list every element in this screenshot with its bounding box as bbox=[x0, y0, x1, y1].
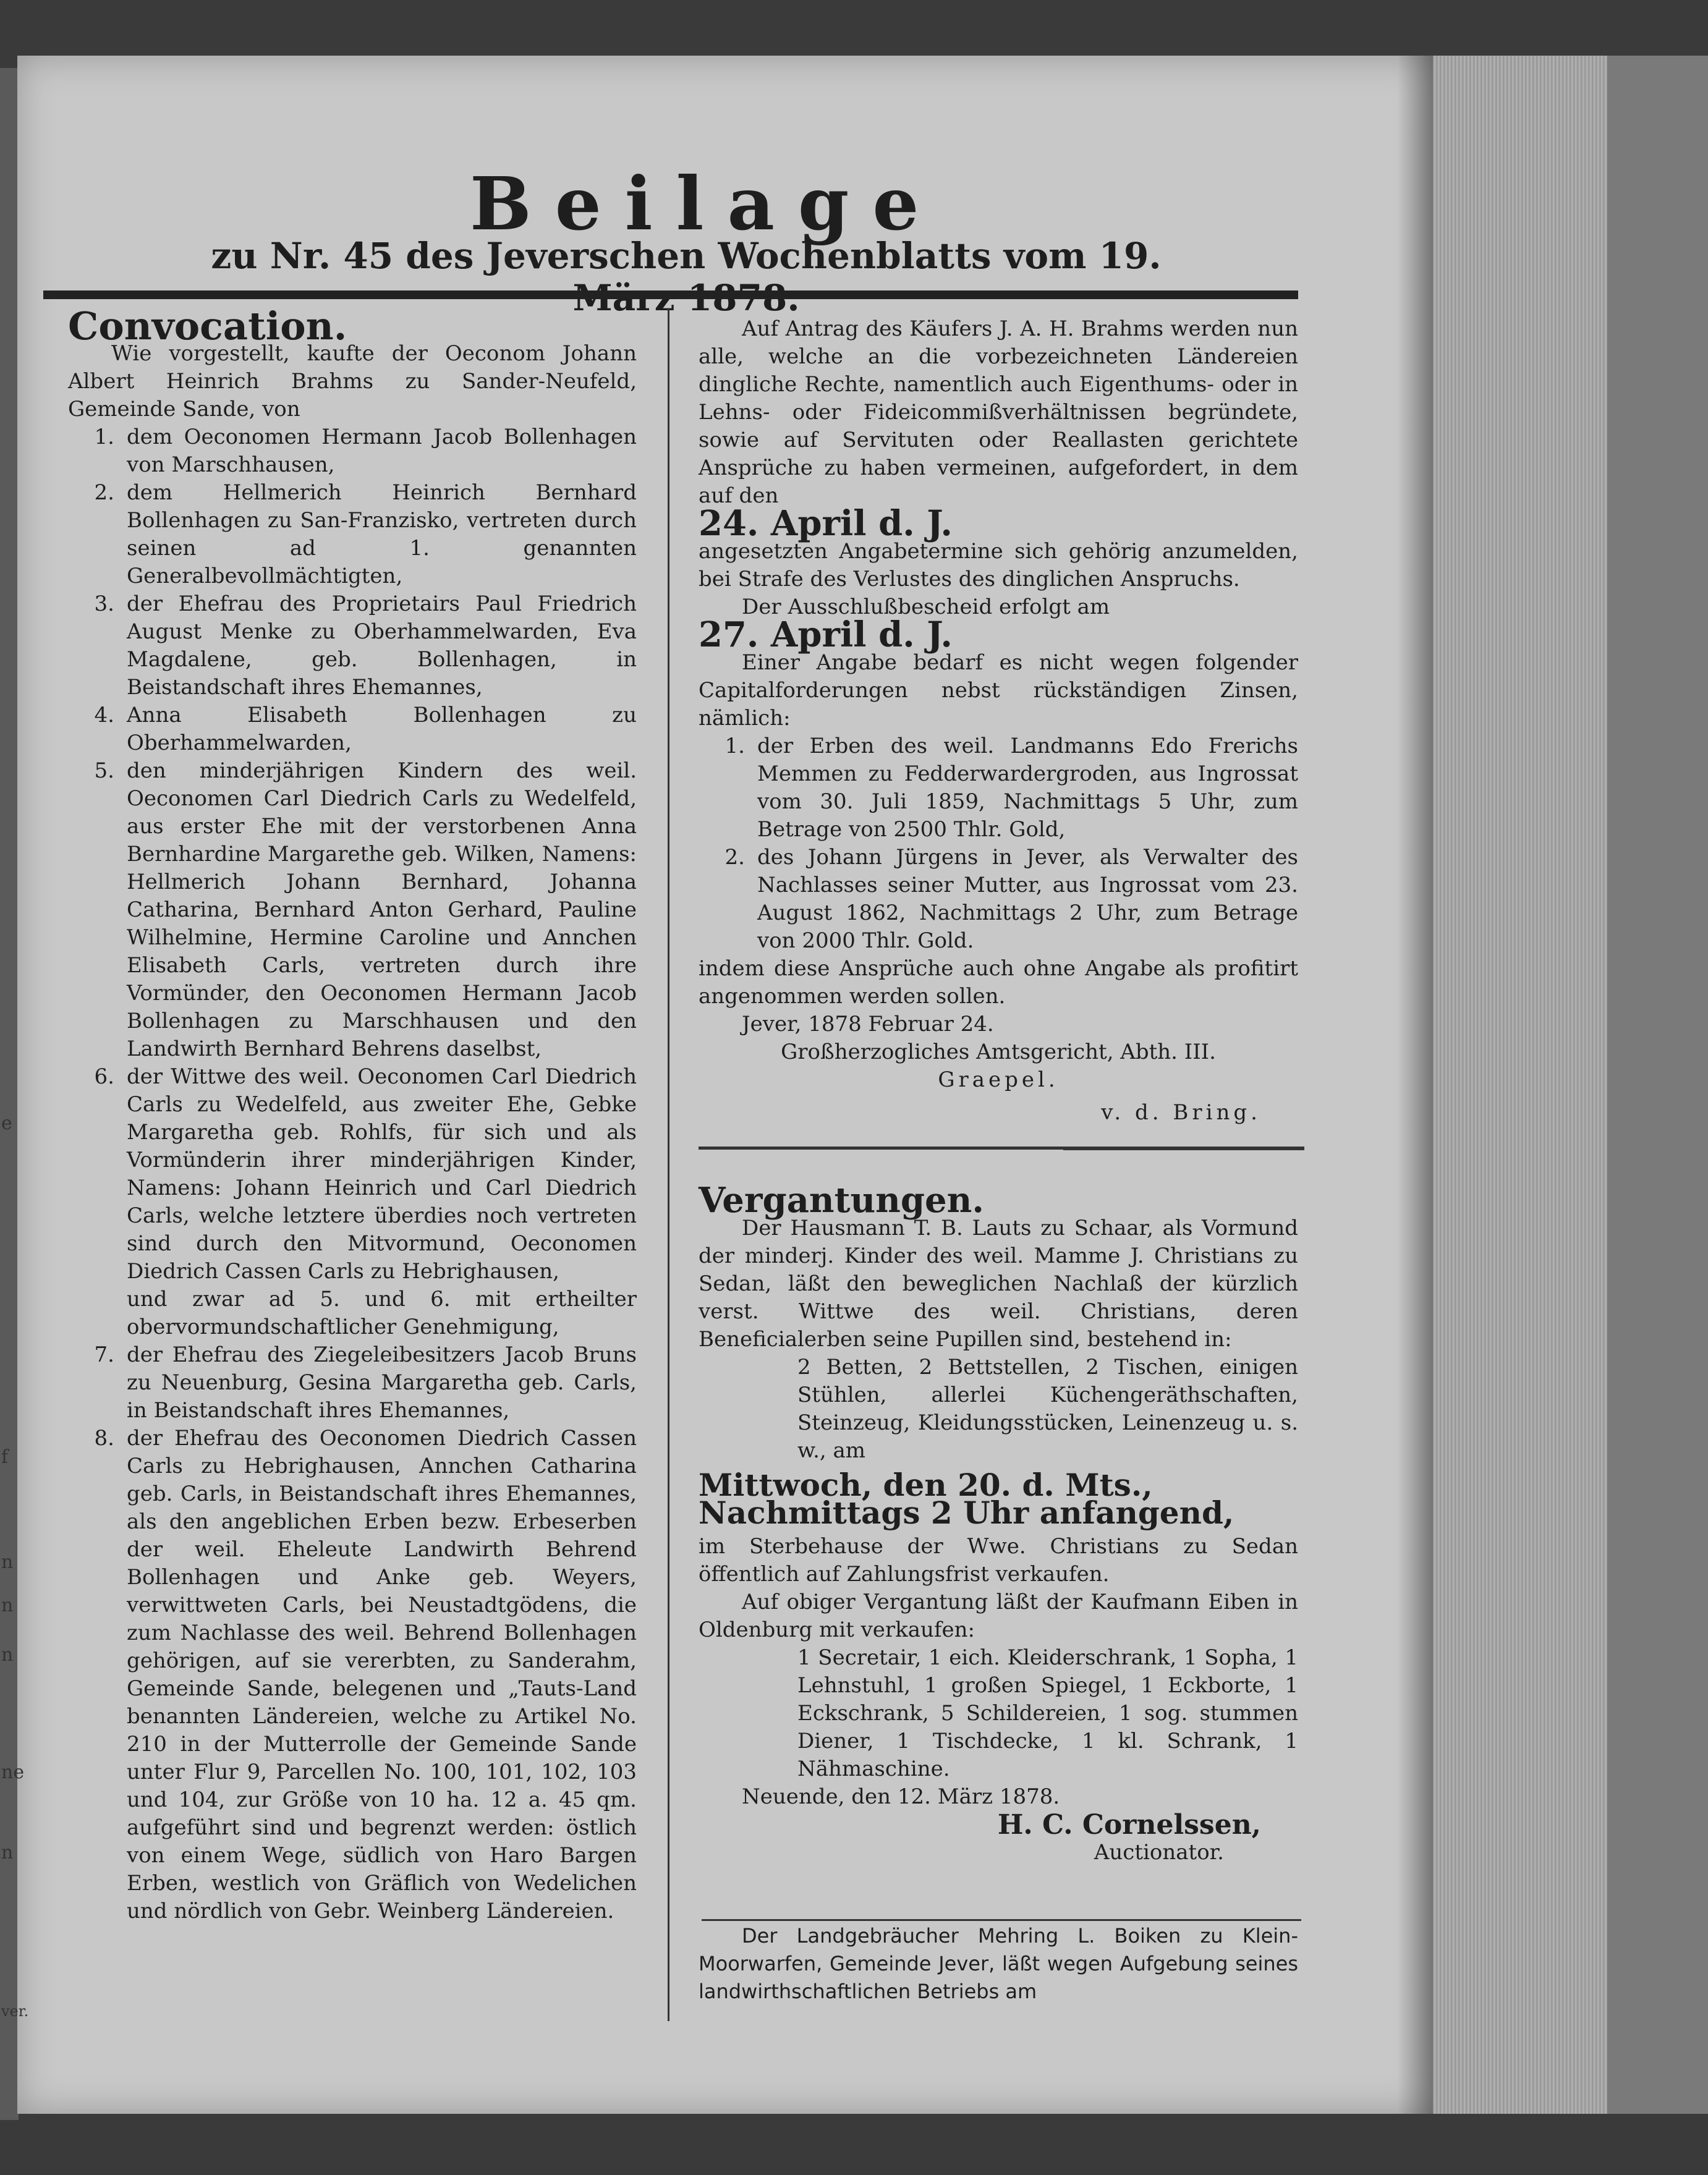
margin-char: ver. bbox=[1, 2003, 29, 2020]
spine-shadow bbox=[1397, 56, 1434, 2114]
right-column-lower bbox=[699, 1180, 1298, 1867]
margin-char: n bbox=[1, 1595, 14, 1616]
auction-paragraph: Auf obiger Vergantung läßt der Kaufmann Eiben in Oldenburg mit verkaufen: bbox=[699, 1590, 1298, 1642]
margin-char: ne bbox=[1, 1762, 25, 1783]
auction-items: 2 Betten, 2 Bettstellen, 2 Tischen, einigen Stühlen, allerlei Küchengeräthschaften, Steinzeug, Kleidungsstücken, Leinenzeug u. s. w., am bbox=[797, 1355, 1298, 1463]
judge-signature: Graepel. bbox=[938, 1067, 1059, 1092]
vergantungen-heading: Vergantungen. bbox=[699, 1180, 984, 1221]
margin-fragments bbox=[0, 1113, 29, 2101]
item-text: den minderjährigen Kindern des weil. Oeconomen Carl Diedrich Carls zu Wedelfeld, aus erster Ehe mit der verstorbenen Anna Bernhardine Margarethe geb. Wilken, Namens: Hellmerich Johann Bernhard, Johanna Catharina, Bernhard Anton Gerhard, Pauline Wilhelmine, Hermine Caroline und Annchen Elisabeth Carls, vertreten durch ihre Vormünder, den Oeconomen Hermann Jacob Bollenhagen zu Marschhausen und den Landwirth Bernhard Behrens daselbst, bbox=[127, 758, 637, 1061]
item-text: der Ehefrau des Proprietairs Paul Friedrich August Menke zu Oberhammelwarden, Eva Magdalene, geb. Bollenhagen, in Beistandschaft ihres Ehemannes, bbox=[127, 591, 637, 700]
item-text: dem Hellmerich Heinrich Bernhard Bollenhagen zu San-Franzisko, vertreten durch seinen ad 1. genannten Generalbevollmächtigten, bbox=[127, 480, 637, 588]
list-item bbox=[68, 702, 637, 757]
notice-paragraph: angesetzten Angabetermine sich gehörig anzumelden, bei Strafe des Verlustes des dinglichen Anspruchs. bbox=[699, 539, 1298, 591]
list-item bbox=[68, 1425, 637, 1925]
section-rule bbox=[702, 1919, 1301, 1921]
place-date: Jever, 1878 Februar 24. bbox=[742, 1012, 994, 1037]
list-item bbox=[68, 479, 637, 590]
item-number: 3. bbox=[94, 591, 114, 616]
item-text: der Ehefrau des Oeconomen Diedrich Cassen Carls zu Hebrighausen, Annchen Catharina geb. Carls, in Beistandschaft ihres Ehemannes, als den angeblichen Erben bezw. Erbeserben der weil. Eheleute Landwirth Behrend Bollenhagen und Anke geb. Weyers, verwittweten Carls, bei Neustadtgödens, die zum Nachlasse des weil. Behrend Bollenhagen gehörigen, auf sie vererbten, zu Sanderahm, Gemeinde Sande, belegenen und „Tauts-Land benannten Ländereien, welche zu Artikel No. 210 in der Mutterrolle der Gemeinde Sande unter Flur 9, Parcellen No. 100, 101, 102, 103 und 104, zur Größe von 10 ha. 12 a. 45 qm. aufgeführt sind und begrenzt werden: östlich von einem Wege, südlich von Haro Bargen Erben, westlich von Gräflich von Wedelichen und nördlich von Gebr. Weinberg Ländereien. bbox=[127, 1426, 637, 1923]
item-text: der Ehefrau des Ziegeleibesitzers Jacob Bruns zu Neuenburg, Gesina Margaretha geb. Carls, in Beistandschaft ihres Ehemannes, bbox=[127, 1342, 637, 1423]
notice-paragraph: Einer Angabe bedarf es nicht wegen folgender Capitalforderungen nebst rückständigen Zinsen, nämlich: bbox=[699, 650, 1298, 731]
notice-paragraph: Der Ausschlußbescheid erfolgt am bbox=[742, 595, 1110, 619]
item-number: 7. bbox=[94, 1342, 114, 1367]
claim-text: des Johann Jürgens in Jever, als Verwalter des Nachlasses seiner Mutter, aus Ingrossat vom 23. August 1862, Nachmittags 2 Uhr, zum Betrage von 2000 Thlr. Gold. bbox=[757, 845, 1298, 953]
margin-char: e bbox=[1, 1113, 12, 1134]
item-text: und zwar ad 5. und 6. mit ertheilter obervormundschaftlicher Genehmigung, bbox=[127, 1287, 637, 1339]
list-item bbox=[68, 757, 637, 1063]
claim-number: 2. bbox=[724, 845, 745, 870]
notice-paragraph: indem diese Ansprüche auch ohne Angabe als profitirt angenommen werden sollen. bbox=[699, 956, 1298, 1009]
auctioneer-name: H. C. Cornelssen, bbox=[997, 1809, 1261, 1841]
auction-place-date: Neuende, den 12. März 1878. bbox=[742, 1784, 1060, 1809]
item-number: 4. bbox=[94, 703, 114, 727]
auction-date: Mittwoch, den 20. d. Mts., bbox=[699, 1467, 1153, 1503]
column-divider bbox=[668, 309, 669, 2021]
book-cover-edge bbox=[1607, 56, 1708, 2114]
list-item bbox=[68, 1286, 637, 1341]
left-column bbox=[68, 303, 637, 1925]
margin-char: n bbox=[1, 1644, 14, 1666]
margin-char: n bbox=[1, 1842, 14, 1863]
auction-paragraph: Der Hausmann T. B. Lauts zu Schaar, als Vormund der minderj. Kinder des weil. Mamme J. Christians zu Sedan, läßt den beweglichen Nachlaß der kürzlich verst. Wittwe des weil. Christians, deren Beneficialerben seine Pupillen sind, bestehend in: bbox=[699, 1216, 1298, 1352]
court-name: Großherzogliches Amtsgericht, Abth. III. bbox=[781, 1040, 1216, 1064]
list-item bbox=[68, 590, 637, 702]
item-text: Anna Elisabeth Bollenhagen zu Oberhammelwarden, bbox=[127, 703, 637, 755]
claim-text: der Erben des weil. Landmanns Edo Frerichs Memmen zu Fedderwardergroden, aus Ingrossat vom 30. Juli 1859, Nachmittags 5 Uhr, zum Betrage von 2500 Thlr. Gold, bbox=[757, 734, 1298, 842]
right-column-upper bbox=[699, 315, 1298, 1127]
signature-underline bbox=[1063, 1148, 1304, 1150]
book-page-block bbox=[1433, 56, 1618, 2114]
margin-char: f bbox=[1, 1446, 9, 1468]
deadline-date-1: 24. April d. J. bbox=[699, 503, 953, 544]
auction-paragraph: Der Landgebräucher Mehring L. Boiken zu Klein-Moorwarfen, Gemeinde Jever, läßt wegen Aufgebung seines landwirthschaftlichen Betriebs am bbox=[699, 1924, 1298, 2003]
supplement-subtitle: zu Nr. 45 des Jeverschen Wochenblatts vom 19. bbox=[211, 235, 1162, 277]
item-number: 2. bbox=[94, 480, 114, 505]
item-number bbox=[68, 1286, 127, 1341]
deadline-date-2: 27. April d. J. bbox=[699, 614, 953, 655]
list-item bbox=[68, 423, 637, 479]
auction-items: 1 Secretair, 1 eich. Kleiderschrank, 1 Sopha, 1 Lehnstuhl, 1 großen Spiegel, 1 Eckborte, 1 Eckschrank, 5 Schildereien, 1 sog. stummen Diener, 1 Tischdecke, 1 kl. Schrank, 1 Nähmaschine. bbox=[797, 1645, 1298, 1781]
claim-number: 1. bbox=[724, 734, 745, 758]
item-number: 1. bbox=[94, 425, 114, 449]
margin-char: n bbox=[1, 1551, 14, 1573]
item-number: 8. bbox=[94, 1426, 114, 1451]
auction-paragraph: im Sterbehause der Wwe. Christians zu Sedan öffentlich auf Zahlungsfrist verkaufen. bbox=[699, 1534, 1298, 1587]
list-item bbox=[68, 1063, 637, 1286]
claim-item bbox=[699, 844, 1298, 955]
item-text: der Wittwe des weil. Oeconomen Carl Diedrich Carls zu Wedelfeld, aus zweiter Ehe, Gebke Margaretha geb. Rohlfs, für sich und als Vormünderin ihrer minderjährigen Kinder, Namens: Johann Heinrich und Carl Diedrich Carls, welche letztere überdies noch vertreten sind durch den Mitvormund, Oeconomen Diedrich Cassen Carls zu Hebrighausen, bbox=[127, 1064, 637, 1284]
clerk-signature: v. d. Bring. bbox=[1101, 1100, 1261, 1125]
list-item bbox=[68, 1341, 637, 1425]
auctioneer-title: Auctionator. bbox=[1094, 1840, 1224, 1865]
notice-paragraph: Auf Antrag des Käufers J. A. H. Brahms werden nun alle, welche an die vorbezeichneten Ländereien dingliche Rechte, namentlich auch Eigenthums- oder in Lehns- oder Fideicommißverhältnissen begründete, sowie auf Servituten oder Reallasten gerichtete Ansprüche zu haben vermeinen, aufgefordert, in dem auf den bbox=[699, 316, 1298, 508]
supplement-title: Beilage bbox=[470, 161, 943, 247]
item-number: 5. bbox=[94, 758, 114, 783]
header-rule bbox=[43, 290, 1298, 299]
item-text: dem Oeconomen Hermann Jacob Bollenhagen von Marschhausen, bbox=[127, 425, 637, 477]
item-number: 6. bbox=[94, 1064, 114, 1089]
convocation-heading: Convocation. bbox=[68, 303, 347, 349]
convocation-intro: Wie vorgestellt, kaufte der Oeconom Johann Albert Heinrich Brahms zu Sander-Neufeld, Gemeinde Sande, von bbox=[68, 341, 637, 422]
auction-time: Nachmittags 2 Uhr anfangend, bbox=[699, 1495, 1234, 1531]
claim-item bbox=[699, 732, 1298, 844]
right-column-bottom bbox=[699, 1922, 1298, 2006]
